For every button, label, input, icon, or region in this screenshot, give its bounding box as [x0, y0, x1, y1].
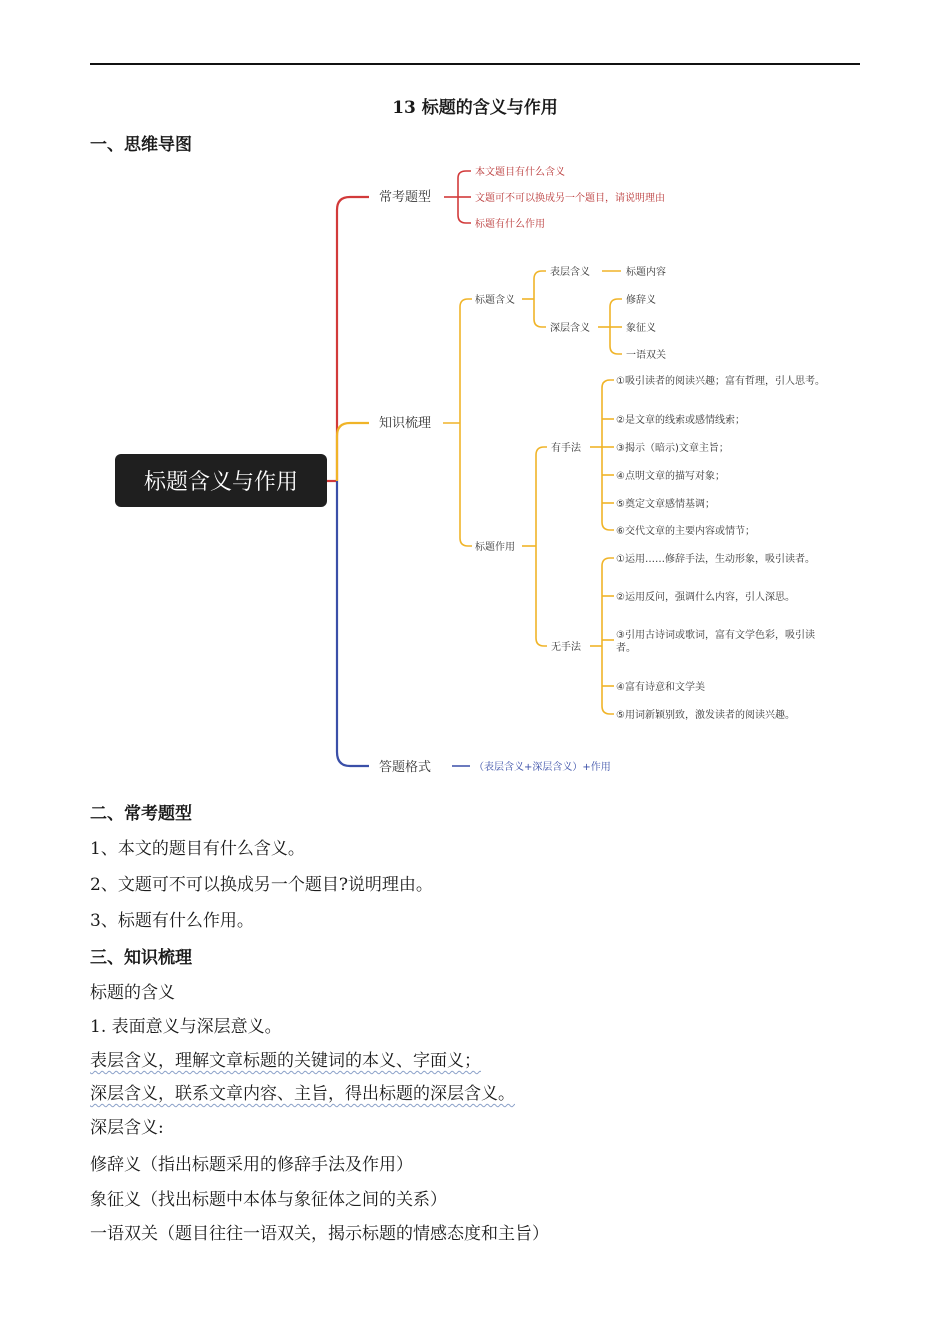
mindmap-exam-item: 本文题目有什么含义 [475, 167, 565, 178]
mindmap-deep-item: 修辞义 [626, 295, 656, 306]
mindmap-node-with-technique: 有手法 [551, 443, 581, 454]
mindmap-with-item: ①吸引读者的阅读兴趣；富有哲理，引人思考。 [616, 376, 825, 387]
knowledge-pun: 一语双关（题目往往一语双关，揭示标题的情感态度和主旨） [90, 1224, 549, 1244]
mindmap-deep-item: 一语双关 [626, 350, 666, 361]
knowledge-rhetoric: 修辞义（指出标题采用的修辞手法及作用） [90, 1155, 413, 1175]
mindmap-without-item: ②运用反问，强调什么内容，引人深思。 [616, 592, 795, 603]
knowledge-heading: 标题的含义 [90, 983, 175, 1003]
knowledge-point: 1. 表面意义与深层意义。 [90, 1017, 282, 1037]
knowledge-surface-meaning: 表层含义，理解文章标题的关键词的本义、字面义； [90, 1051, 481, 1071]
mindmap-node-deep: 深层含义 [550, 323, 590, 334]
mindmap-branch-exam-types: 常考题型 [379, 190, 432, 205]
section-heading-knowledge: 三、知识梳理 [90, 948, 192, 968]
mindmap-exam-item: 标题有什么作用 [475, 219, 545, 230]
section-heading-mindmap: 一、思维导图 [90, 135, 192, 155]
knowledge-symbol: 象征义（找出标题中本体与象征体之间的关系） [90, 1190, 447, 1210]
question-item: 1、本文的题目有什么含义。 [90, 839, 305, 859]
mindmap-without-item: ④富有诗意和文学美 [616, 682, 705, 693]
knowledge-deep-meaning: 深层含义，联系文章内容、主旨，得出标题的深层含义。 [90, 1084, 515, 1104]
question-item: 3、标题有什么作用。 [90, 911, 254, 931]
mindmap-node-meaning: 标题含义 [475, 295, 515, 306]
mindmap-without-item: ③引用古诗词或歌词，富有文学色彩，吸引读 [616, 630, 815, 641]
mindmap-with-item: ⑥交代文章的主要内容或情节； [616, 526, 755, 537]
knowledge-deep-label: 深层含义: [90, 1118, 164, 1138]
question-item: 2、文题可不可以换成另一个题目?说明理由。 [90, 875, 433, 895]
mindmap-node-surface: 表层含义 [550, 267, 590, 278]
mindmap-without-item: 者。 [616, 643, 636, 654]
mindmap-branch-answer-format: 答题格式 [379, 760, 432, 775]
mindmap-without-item: ⑤用词新颖别致，激发读者的阅读兴趣。 [616, 710, 795, 721]
mindmap-node-effect: 标题作用 [475, 542, 515, 553]
document-title: 13 标题的含义与作用 [392, 98, 558, 118]
mindmap-root-label: 标题含义与作用 [143, 470, 299, 495]
mindmap-branch-knowledge: 知识梳理 [379, 416, 432, 431]
section-heading-exam-types: 二、常考题型 [90, 804, 192, 824]
mindmap-deep-item: 象征义 [626, 323, 656, 334]
mindmap-node-title-content: 标题内容 [626, 267, 666, 278]
mindmap-node-without-technique: 无手法 [551, 642, 581, 653]
mindmap-with-item: ④点明文章的描写对象； [616, 471, 725, 482]
mindmap-with-item: ③揭示（暗示)文章主旨； [616, 443, 729, 454]
mindmap-answer-format-item: （表层含义+深层含义）+作用 [474, 762, 611, 773]
mindmap-without-item: ①运用……修辞手法，生动形象，吸引读者。 [616, 554, 815, 565]
mindmap-exam-item: 文题可不可以换成另一个题目，请说明理由 [475, 193, 665, 204]
mindmap-with-item: ②是文章的线索或感情线索； [616, 415, 745, 426]
mindmap-with-item: ⑤奠定文章感情基调； [616, 499, 715, 510]
